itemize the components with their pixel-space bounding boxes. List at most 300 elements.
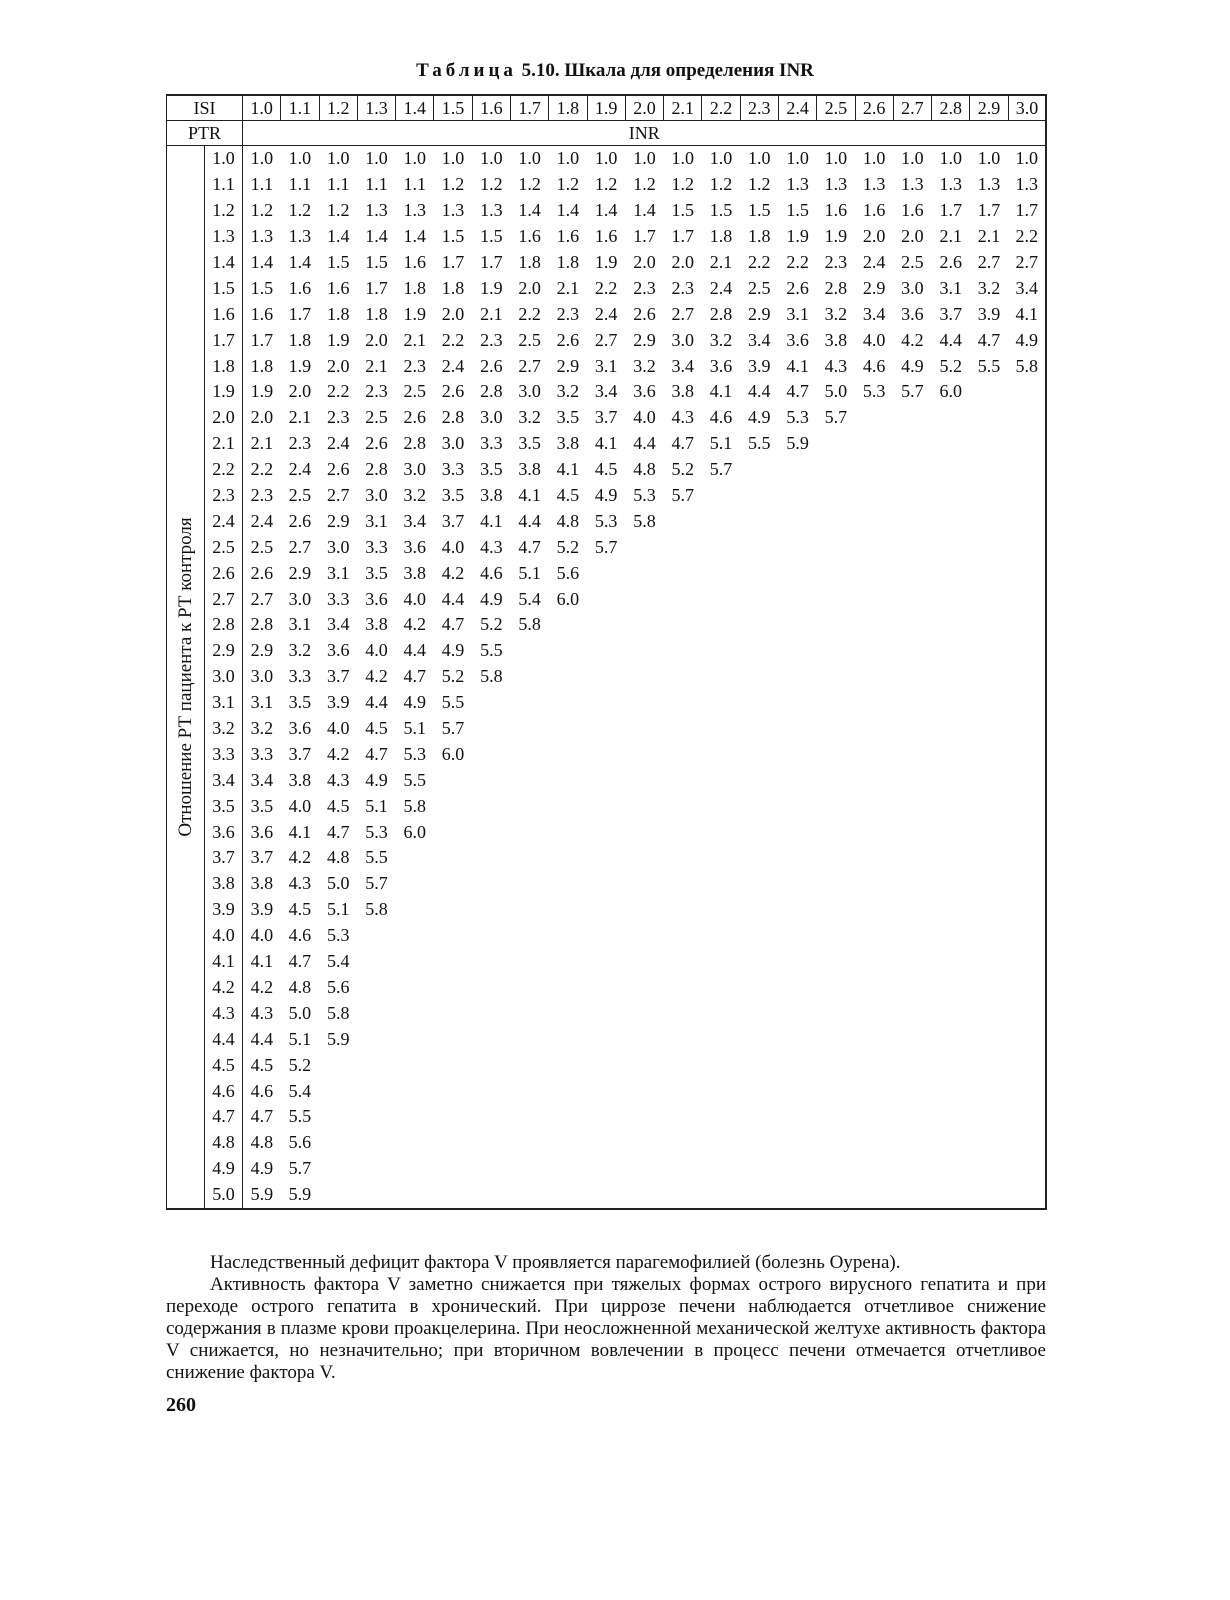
inr-value-cell [778,1182,816,1209]
inr-value-cell: 1.8 [518,252,541,272]
inr-value-cell: 3.0 [250,666,274,687]
inr-value-cell: 1.3 [365,200,388,221]
inr-value-cell [1008,793,1046,819]
inr-value-cell [472,1104,510,1130]
inr-value-cell: 1.4 [594,200,618,221]
inr-value-cell [970,586,1008,612]
inr-value-cell [510,1182,548,1209]
caption-label: Таблица [416,60,517,81]
inr-value-cell: 5.8 [480,666,503,687]
inr-value-cell [434,1182,472,1209]
inr-value-cell: 4.9 [441,640,465,661]
inr-value-cell [510,1130,548,1156]
inr-value-cell [932,508,970,534]
inr-value-cell [932,405,970,431]
inr-value-cell: 3.8 [671,381,694,402]
inr-value-cell: 2.5 [901,252,924,272]
isi-value-cell: 1.4 [396,95,434,121]
inr-value-cell [549,1156,587,1182]
inr-value-cell: 1.1 [365,174,388,195]
inr-value-cell [855,845,893,871]
inr-value-cell [664,690,702,716]
inr-value-cell: 1.6 [518,226,541,247]
inr-value-cell [625,949,663,975]
inr-value-cell [549,1000,587,1026]
isi-value-cell: 2.2 [702,95,740,121]
inr-value-cell: 1.0 [594,148,618,169]
inr-value-cell [893,1130,931,1156]
inr-value-cell: 2.6 [939,252,962,272]
ptr-value-cell: 5.0 [205,1182,243,1209]
table-row [167,897,1047,923]
inr-value-cell [893,1104,931,1130]
inr-value-cell [1008,405,1046,431]
inr-value-cell: 1.9 [824,226,848,247]
inr-value-cell: 5.3 [594,510,618,531]
inr-value-cell [970,975,1008,1001]
side-axis-label-text: Отношение РТ пациента к РТ контроля [174,517,196,837]
inr-value-cell: 3.2 [633,355,656,376]
inr-value-cell: 3.0 [671,329,694,350]
table-row [167,1078,1047,1104]
inr-value-cell [817,560,855,586]
inr-value-cell [778,767,816,793]
inr-value-cell: 5.9 [243,1182,281,1209]
inr-value-cell: 5.4 [288,1080,312,1101]
inr-value-cell: 1.7 [633,226,656,247]
inr-value-cell: 1.4 [556,200,580,221]
inr-value-cell [893,457,931,483]
inr-value-cell [664,560,702,586]
inr-value-cell [893,1026,931,1052]
inr-value-cell: 5.8 [1008,353,1046,379]
inr-value-cell: 5.5 [977,355,1001,376]
inr-value-cell: 5.8 [365,899,388,920]
inr-value-cell: 2.9 [326,510,350,531]
table-row [167,690,1047,716]
inr-value-cell: 3.0 [441,433,465,454]
inr-value-cell: 4.0 [326,718,350,739]
inr-value-cell: 5.0 [326,873,350,894]
inr-value-cell [855,483,893,509]
inr-value-cell: 2.6 [633,303,656,324]
inr-value-cell [855,586,893,612]
inr-value-cell: 4.6 [288,925,312,946]
inr-value-cell [549,1130,587,1156]
inr-value-cell [625,560,663,586]
inr-value-cell: 5.0 [288,1002,312,1023]
table-row [167,793,1047,819]
inr-value-cell: 3.8 [480,485,503,506]
inr-value-cell: 4.8 [326,847,350,868]
inr-value-cell [702,638,740,664]
inr-value-cell [396,949,434,975]
inr-value-cell [319,1156,357,1182]
inr-value-cell: 1.0 [977,148,1001,169]
inr-value-cell [472,923,510,949]
inr-value-cell: 3.2 [977,277,1001,298]
inr-value-cell: 5.6 [556,562,580,583]
table-row [167,1156,1047,1182]
inr-value-cell: 1.3 [441,200,465,221]
inr-value-cell [664,1104,702,1130]
inr-value-cell [893,741,931,767]
inr-value-cell [970,508,1008,534]
inr-value-cell: 1.0 [365,148,388,169]
inr-value-cell: 2.9 [633,329,656,350]
inr-value-cell: 4.9 [1008,327,1046,353]
inr-value-cell [970,1156,1008,1182]
inr-value-cell [740,638,778,664]
inr-value-cell [817,431,855,457]
table-row [167,1182,1047,1209]
inr-value-cell [472,949,510,975]
ptr-value-cell: 1.4 [205,250,243,276]
inr-value-cell: 2.2 [326,381,350,402]
inr-value-cell [778,508,816,534]
inr-value-cell [510,1026,548,1052]
inr-value-cell: 5.2 [288,1054,312,1075]
inr-value-cell: 4.1 [288,821,312,842]
isi-value-cell: 2.1 [664,95,702,121]
inr-value-cell [510,716,548,742]
inr-value-cell: 2.5 [403,381,427,402]
inr-value-cell: 4.7 [518,536,541,557]
inr-value-cell: 4.8 [288,976,312,997]
inr-value-cell [587,560,625,586]
inr-value-cell [855,975,893,1001]
inr-value-cell: 2.6 [365,433,388,454]
ptr-value-cell: 1.1 [205,172,243,198]
inr-value-cell [778,534,816,560]
inr-value-cell [434,1078,472,1104]
inr-value-cell [893,534,931,560]
inr-value-cell: 5.1 [365,795,388,816]
inr-value-cell [778,897,816,923]
inr-value-cell [702,690,740,716]
inr-value-cell [740,586,778,612]
inr-value-cell [1008,741,1046,767]
ptr-value-cell: 4.1 [205,949,243,975]
inr-value-cell: 1.2 [671,174,694,195]
inr-value-cell: 4.4 [403,640,427,661]
inr-value-cell: 5.3 [786,407,809,428]
inr-value-cell [549,716,587,742]
inr-value-cell: 1.4 [288,252,312,272]
inr-value-cell [472,1078,510,1104]
inr-value-cell [1008,897,1046,923]
inr-value-cell [855,664,893,690]
inr-value-cell [664,793,702,819]
inr-value-cell: 3.3 [326,588,350,609]
inr-value-cell: 3.6 [250,821,274,842]
inr-value-cell [587,923,625,949]
inr-value-cell [893,405,931,431]
isi-value-cell: 1.9 [587,95,625,121]
inr-value-cell [778,586,816,612]
inr-value-cell [855,1130,893,1156]
inr-value-cell [702,1078,740,1104]
table-row [167,224,1047,250]
inr-value-cell [664,664,702,690]
inr-value-cell [932,897,970,923]
ptr-value-cell: 1.7 [205,327,243,353]
inr-value-cell: 4.9 [901,355,924,376]
inr-value-cell [587,949,625,975]
inr-value-cell: 3.5 [250,795,274,816]
inr-value-cell [970,1026,1008,1052]
inr-value-cell: 1.6 [250,303,274,324]
inr-value-cell [932,793,970,819]
table-row [167,975,1047,1001]
inr-value-cell [778,1156,816,1182]
isi-value-cell: 2.5 [817,95,855,121]
inr-value-cell [357,1078,395,1104]
inr-value-cell: 4.4 [633,433,656,454]
inr-value-cell: 1.0 [403,148,427,169]
inr-value-cell: 4.5 [556,485,580,506]
inr-value-cell: 4.0 [250,925,274,946]
inr-value-cell: 2.9 [288,562,312,583]
inr-value-cell [549,923,587,949]
isi-value-cell: 2.3 [740,95,778,121]
table-row [167,405,1047,431]
inr-value-cell [664,716,702,742]
inr-value-cell: 3.4 [862,303,886,324]
inr-value-cell [1008,690,1046,716]
inr-value-cell [510,871,548,897]
inr-value-cell: 4.5 [365,718,388,739]
inr-value-cell [664,1078,702,1104]
ptr-value-cell: 2.8 [205,612,243,638]
inr-value-cell [817,1078,855,1104]
inr-value-cell: 4.9 [403,692,427,713]
inr-value-cell [472,1052,510,1078]
ptr-value-cell: 2.5 [205,534,243,560]
inr-value-cell [702,741,740,767]
inr-value-cell [664,638,702,664]
inr-value-cell: 1.7 [977,200,1001,221]
inr-value-cell [625,871,663,897]
inr-value-cell [932,457,970,483]
inr-value-cell: 3.2 [518,407,541,428]
inr-value-cell: 3.1 [786,303,809,324]
inr-value-cell [396,1078,434,1104]
inr-value-cell: 2.1 [365,355,388,376]
inr-value-cell: 2.1 [977,226,1001,247]
inr-value-cell [778,1000,816,1026]
inr-value-cell: 1.6 [403,252,427,272]
inr-value-cell [778,457,816,483]
inr-value-cell [970,1130,1008,1156]
inr-value-cell: 5.7 [901,381,924,402]
inr-value-cell [1008,664,1046,690]
inr-value-cell: 1.9 [250,381,274,402]
inr-value-cell [702,1000,740,1026]
inr-value-cell: 1.1 [326,174,350,195]
inr-value-cell [893,1182,931,1209]
inr-value-cell: 1.5 [671,200,694,221]
inr-value-cell: 3.8 [365,614,388,635]
table-row [167,431,1047,457]
inr-value-cell: 3.4 [1008,275,1046,301]
inr-value-cell [817,793,855,819]
inr-value-cell: 3.0 [365,485,388,506]
inr-value-cell [893,949,931,975]
inr-value-cell [932,586,970,612]
inr-value-cell: 3.6 [403,536,427,557]
inr-value-cell: 5.4 [326,951,350,972]
inr-value-cell: 1.3 [939,174,962,195]
inr-value-cell [625,767,663,793]
inr-value-cell: 5.4 [518,588,541,609]
inr-value-cell [740,560,778,586]
ptr-value-cell: 1.9 [205,379,243,405]
inr-value-cell: 4.2 [901,329,924,350]
inr-value-cell [702,975,740,1001]
inr-value-cell: 2.8 [480,381,503,402]
inr-value-cell [549,767,587,793]
inr-value-cell: 5.7 [441,718,465,739]
inr-value-cell: 1.6 [288,277,312,298]
inr-value-cell: 3.7 [441,510,465,531]
isi-value-cell: 2.6 [855,95,893,121]
inr-value-cell: 3.5 [288,692,312,713]
inr-value-cell: 1.7 [250,329,274,350]
inr-value-cell: 1.9 [480,277,503,298]
inr-value-cell: 1.2 [441,174,465,195]
inr-value-cell: 3.1 [594,355,618,376]
inr-value-cell: 2.0 [326,355,350,376]
isi-value-cell: 1.1 [281,95,319,121]
inr-value-cell: 3.6 [786,329,809,350]
isi-value-cell: 1.8 [549,95,587,121]
inr-value-cell: 2.7 [1008,250,1046,276]
inr-value-cell: 3.4 [326,614,350,635]
inr-value-cell [664,767,702,793]
inr-value-cell [855,457,893,483]
ptr-value-cell: 2.6 [205,560,243,586]
inr-value-cell: 4.1 [250,951,274,972]
inr-value-cell: 2.5 [250,536,274,557]
inr-value-cell [740,975,778,1001]
inr-value-cell: 5.3 [633,485,656,506]
caption-text: 5.10. Шкала для определения INR [521,60,814,81]
inr-value-cell [740,793,778,819]
inr-value-cell: 4.1 [1008,301,1046,327]
inr-value-cell: 2.5 [288,485,312,506]
inr-value-cell [472,767,510,793]
side-axis-label [167,146,205,1209]
inr-value-cell [970,638,1008,664]
inr-value-cell: 2.3 [288,433,312,454]
inr-value-cell [396,1000,434,1026]
inr-value-cell: 4.1 [594,433,618,454]
inr-value-cell: 2.8 [441,407,465,428]
inr-value-cell [396,871,434,897]
inr-value-cell [893,690,931,716]
inr-value-cell [932,1052,970,1078]
inr-value-cell: 3.3 [250,743,274,764]
inr-value-cell [1008,1052,1046,1078]
inr-value-cell: 3.8 [250,873,274,894]
inr-value-cell [702,1052,740,1078]
inr-value-cell [664,1182,702,1209]
inr-value-cell: 3.9 [326,692,350,713]
inr-value-cell: 4.9 [365,769,388,790]
isi-value-cell: 2.4 [778,95,816,121]
inr-value-cell: 2.3 [556,303,580,324]
inr-value-cell: 5.2 [480,614,503,635]
table-row [167,172,1047,198]
table-row [167,457,1047,483]
inr-value-cell: 4.0 [862,329,886,350]
inr-value-cell [319,1104,357,1130]
inr-value-cell [817,483,855,509]
table-row [167,508,1047,534]
inr-value-cell [1008,457,1046,483]
inr-value-cell: 6.0 [556,588,580,609]
inr-value-cell: 3.8 [824,329,848,350]
inr-value-cell: 5.2 [556,536,580,557]
inr-value-cell: 4.4 [250,1028,274,1049]
ptr-value-cell: 3.3 [205,741,243,767]
inr-value-cell: 2.7 [250,588,274,609]
inr-value-cell: 3.2 [709,329,733,350]
inr-value-cell: 5.2 [441,666,465,687]
inr-value-cell: 1.2 [594,174,618,195]
inr-value-cell [702,897,740,923]
inr-value-cell: 1.3 [977,174,1001,195]
inr-value-cell [625,1052,663,1078]
inr-value-cell: 5.8 [633,510,656,531]
table-row [167,664,1047,690]
inr-value-cell: 6.0 [403,821,427,842]
inr-value-cell [893,483,931,509]
inr-value-cell [970,1078,1008,1104]
inr-value-cell: 3.0 [326,536,350,557]
inr-value-cell [1008,1182,1046,1209]
inr-value-cell [778,871,816,897]
inr-value-cell [587,612,625,638]
inr-value-cell: 1.2 [709,174,733,195]
inr-value-cell [319,1182,357,1209]
inr-value-cell [740,819,778,845]
inr-value-cell [970,819,1008,845]
inr-value-cell: 4.3 [288,873,312,894]
ptr-value-cell: 3.5 [205,793,243,819]
inr-value-cell: 5.9 [786,433,809,454]
table-row [167,845,1047,871]
inr-value-cell: 3.2 [556,381,580,402]
inr-value-cell [702,1156,740,1182]
inr-value-cell: 5.2 [671,459,694,480]
ptr-value-cell: 2.7 [205,586,243,612]
inr-value-cell [740,845,778,871]
inr-value-cell: 2.5 [365,407,388,428]
inr-value-cell: 1.3 [824,174,848,195]
inr-value-cell [778,560,816,586]
inr-value-cell: 5.2 [939,355,962,376]
inr-value-cell: 1.0 [288,148,312,169]
table-row [167,767,1047,793]
inr-value-cell [855,949,893,975]
inr-value-cell: 1.7 [1008,198,1046,224]
inr-value-cell [893,586,931,612]
inr-value-cell: 1.7 [365,277,388,298]
inr-value-cell [893,819,931,845]
inr-value-cell: 3.2 [250,718,274,739]
